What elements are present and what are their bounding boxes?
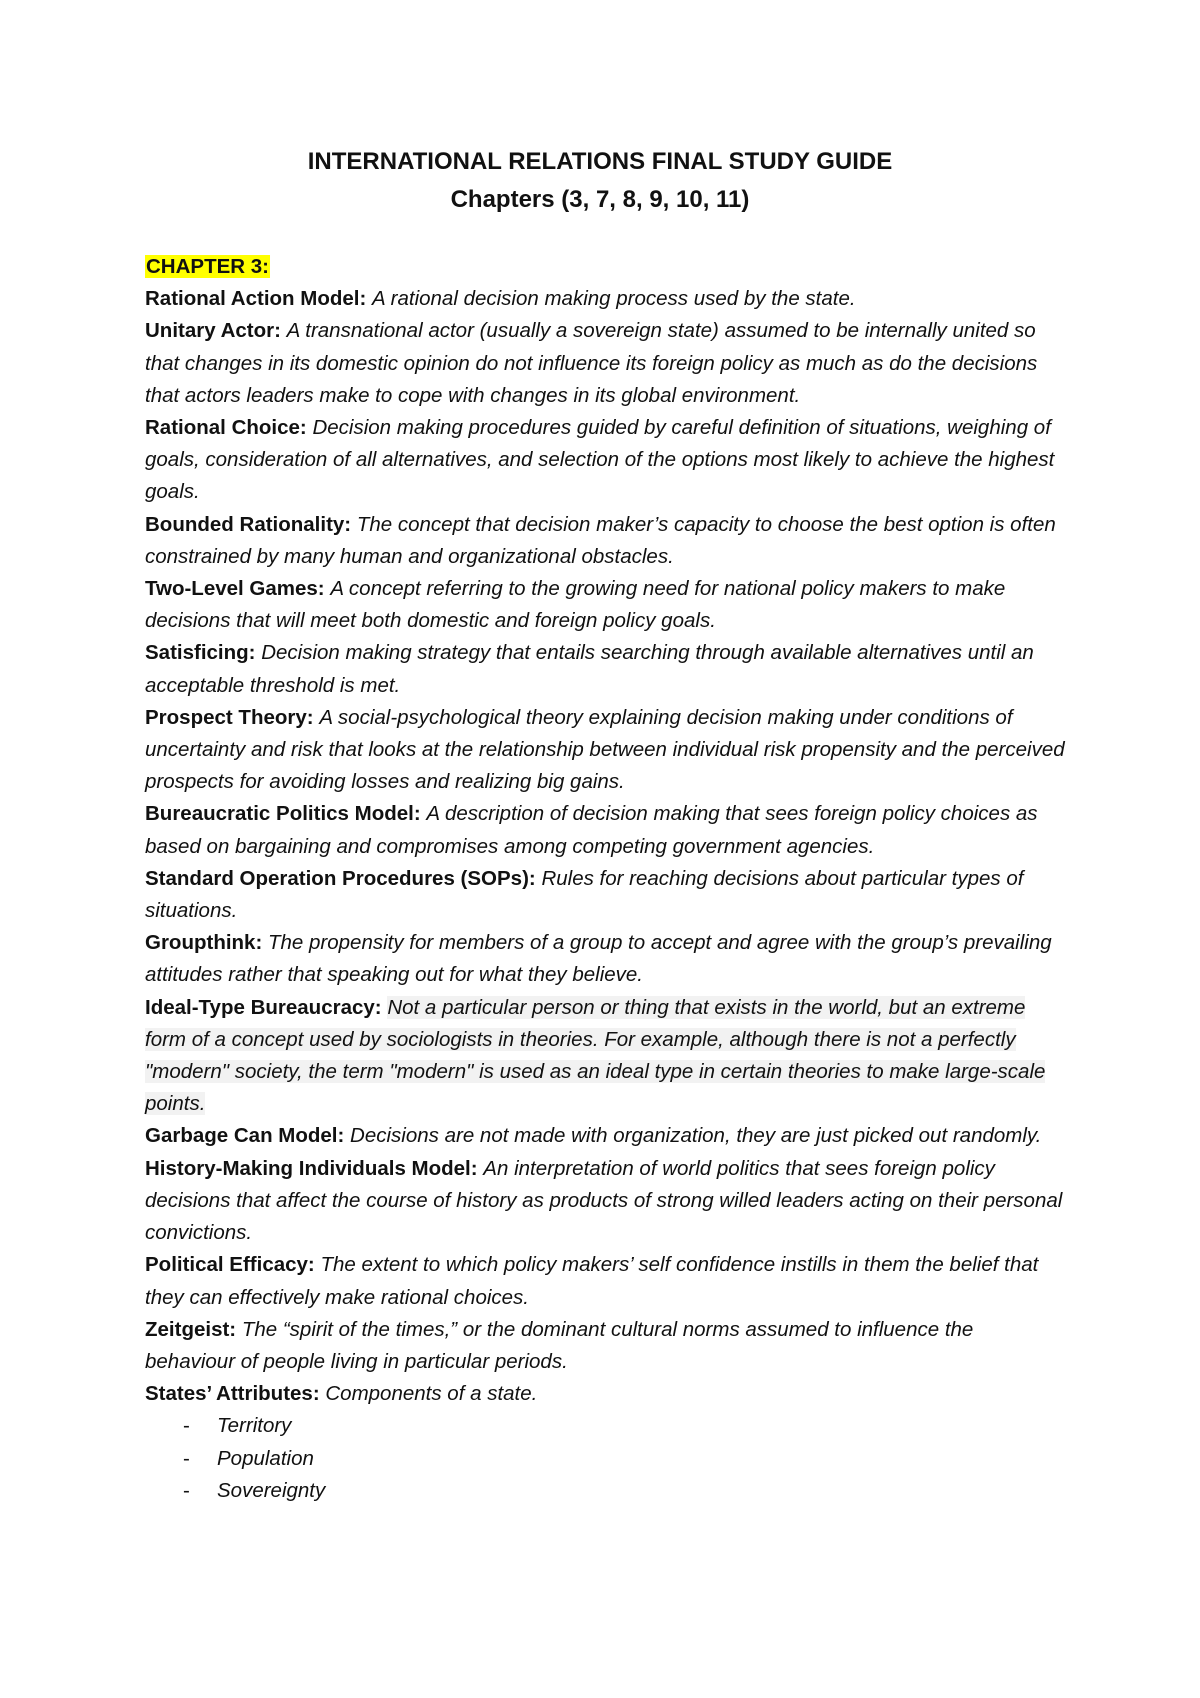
- chapter-heading-highlight: CHAPTER 3:: [146, 255, 270, 278]
- dash-bullet: -: [183, 1478, 190, 1502]
- glossary-definition: Components of a state.: [325, 1382, 538, 1406]
- glossary-term: Groupthink:: [145, 931, 263, 955]
- glossary-term: Political Efficacy:: [145, 1253, 315, 1277]
- glossary-term: History-Making Individuals Model:: [145, 1156, 478, 1180]
- glossary-term: Satisficing:: [145, 641, 256, 665]
- glossary-entry-bureaucratic-politics-model: [145, 798, 1065, 862]
- glossary-entry-political-efficacy: [145, 1249, 1065, 1313]
- glossary-definition: The propensity for members of a group to accept and agree with the group’s prevailing attitudes rather that speaking out for what they believe.: [145, 931, 1052, 987]
- glossary-term: States’ Attributes:: [145, 1382, 320, 1406]
- glossary-definition: Not a particular person or thing that exists in the world, but an extreme form of a concept used by sociologists in theories. For example, although there is not a perfectly "modern" society, the term "modern" is used as an ideal type in certain theories to make large-scale points.: [145, 995, 1046, 1116]
- glossary-term: Rational Choice:: [145, 416, 307, 440]
- glossary-definition: An interpretation of world politics that sees foreign policy decisions that affect the course of history as products of strong willed leaders acting on their personal convictions.: [145, 1156, 1063, 1245]
- list-item-label: Territory: [217, 1414, 292, 1438]
- glossary-term: Rational Action Model:: [145, 287, 367, 311]
- glossary-entry-garbage-can-model: [145, 1120, 1065, 1152]
- glossary-term: Two-Level Games:: [145, 577, 325, 601]
- glossary-entry-ideal-type-bureaucracy: [145, 992, 1065, 1121]
- glossary-entry-unitary-actor: [145, 315, 1065, 412]
- glossary-definition: A description of decision making that sees foreign policy choices as based on bargaining and compromises among competing government agencies.: [145, 802, 1038, 858]
- glossary-definition: Decisions are not made with organization, they are just picked out randomly.: [350, 1124, 1042, 1148]
- document-body: [145, 251, 1065, 1507]
- glossary-definition: Decision making procedures guided by careful definition of situations, weighing of goals, consideration of all alternatives, and selection of the options most likely to achieve the highest goals.: [145, 416, 1055, 504]
- glossary-entry-standard-operation-procedures: [145, 863, 1065, 927]
- glossary-term: Bounded Rationality:: [145, 512, 352, 536]
- list-item-territory: [183, 1410, 1065, 1442]
- glossary-definition: The “spirit of the times,” or the dominant cultural norms assumed to influence the behaviour of people living in particular periods.: [145, 1317, 974, 1373]
- glossary-definition: The extent to which policy makers’ self confidence instills in them the belief that they can effectively make rational choices.: [145, 1253, 1039, 1309]
- list-item-population: [183, 1443, 1065, 1475]
- states-attributes-list: [145, 1410, 1065, 1507]
- glossary-definition: A rational decision making process used by the state.: [372, 287, 856, 311]
- glossary-term: Ideal-Type Bureaucracy:: [145, 995, 382, 1019]
- glossary-definition: Rules for reaching decisions about particular types of situations.: [145, 866, 1024, 923]
- glossary-definition: A transnational actor (usually a sovereign state) assumed to be internally united so that changes in its domestic opinion do not influence its foreign policy as much as do the decisions that actors leaders make to cope with changes in its global environment.: [145, 319, 1038, 407]
- document-subtitle: Chapters (3, 7, 8, 9, 10, 11): [450, 186, 750, 213]
- glossary-entry-prospect-theory: [145, 702, 1065, 799]
- glossary-term: Garbage Can Model:: [145, 1124, 345, 1148]
- glossary-entry-two-level-games: [145, 573, 1065, 637]
- glossary-definition: Decision making strategy that entails searching through available alternatives until an acceptable threshold is met.: [145, 641, 1034, 697]
- glossary-entry-groupthink: [145, 927, 1065, 991]
- glossary-definition: A social-psychological theory explaining decision making under conditions of uncertainty and risk that looks at the relationship between individual risk propensity and the perceived prospects for avoiding losses and realizing big gains.: [145, 705, 1065, 794]
- list-item-label: Sovereignty: [217, 1478, 326, 1502]
- glossary-definition: A concept referring to the growing need for national policy makers to make decisions that will meet both domestic and foreign policy goals.: [145, 577, 1006, 633]
- dash-bullet: -: [183, 1446, 190, 1470]
- list-item-label: Population: [217, 1446, 314, 1470]
- chapter-heading: [145, 251, 1065, 283]
- glossary-definition: The concept that decision maker’s capacity to choose the best option is often constrained by many human and organizational obstacles.: [145, 512, 1056, 568]
- document-title: INTERNATIONAL RELATIONS FINAL STUDY GUIDE: [307, 148, 893, 175]
- glossary-term: Standard Operation Procedures (SOPs):: [145, 866, 536, 890]
- glossary-term: Bureaucratic Politics Model:: [145, 802, 421, 826]
- glossary-term: Zeitgeist:: [145, 1317, 237, 1341]
- glossary-entry-rational-action-model: [145, 283, 1065, 315]
- glossary-entry-bounded-rationality: [145, 509, 1065, 573]
- dash-bullet: -: [183, 1414, 190, 1438]
- list-item-sovereignty: [183, 1475, 1065, 1507]
- glossary-entry-history-making-individuals-model: [145, 1153, 1065, 1250]
- glossary-entry-states-attributes: [145, 1378, 1065, 1410]
- glossary-term: Unitary Actor:: [145, 319, 281, 343]
- glossary-entry-satisficing: [145, 637, 1065, 701]
- glossary-entry-zeitgeist: [145, 1314, 1065, 1378]
- glossary-entry-rational-choice: [145, 412, 1065, 509]
- glossary-term: Prospect Theory:: [145, 705, 314, 729]
